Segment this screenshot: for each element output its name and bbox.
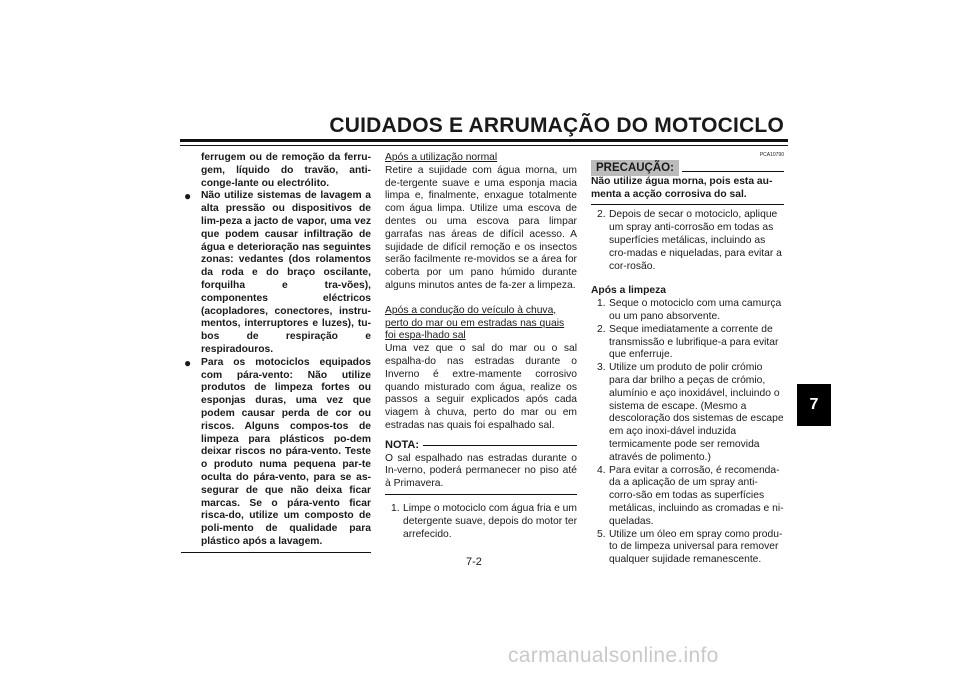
caution-code: PCA10790	[759, 152, 784, 158]
step-number: 5.	[597, 528, 606, 540]
header-rule-thick	[180, 139, 788, 142]
warning-bullet-text: Para os motociclos equipados com pára-vento: Não utilize produtos de limpeza fortes ou esponjas duras, uma vez que podem causar perda de cor ou riscos. Alguns compos-tos de limpeza para plásticos po-dem deixar riscos no pára-vento. Teste o produto numa pequena par-te oculta do pára-vento, para se as-segurar de que não deixa ficar marcas. Se o pára-vento ficar risca-do, utilize um composto de poli-mento de qualidade para plástico após a lavagem.	[201, 356, 371, 547]
list-item	[591, 465, 784, 529]
page-title: CUIDADOS E ARRUMAÇÃO DO MOTOCICLO	[329, 114, 784, 137]
note-text: O sal espalhado nas estradas durante o In-verno, poderá permanecer no piso até à Primavera.	[385, 452, 577, 490]
watermark: carmanualsonline.info	[508, 644, 719, 667]
step-text: Depois de secar o motociclo, aplique um spray anti-corrosão em todas as superfícies metálicas, incluindo as cro-madas e niqueladas, para evitar a cor-rosão.	[609, 209, 782, 272]
after-use-title: Após a utilização normal	[385, 152, 498, 163]
warning-continuation: ferrugem ou de remoção da ferru-gem, líquido do travão, anti-conge-lante ou electrólito.	[201, 152, 371, 189]
rain-text: Uma vez que o sal do mar ou o sal espalha-do nas estradas durante o Inverno é extre-mamente corrosivo quando misturado com água, realize os passos a seguir explicados após cada viagem à chuva, perto do mar ou em estradas nas quais foi espalhado sal.	[385, 343, 577, 431]
step-text: Seque imediatamente a corrente de transmissão e lubrifique-a para evitar que enferruje.	[609, 323, 779, 361]
column-3	[591, 152, 784, 567]
step-text: Utilize um óleo em spray como produ-to de limpeza universal para remover qualquer sujidade remanescente.	[609, 528, 783, 566]
list-item	[591, 209, 784, 273]
note-header	[385, 439, 577, 452]
step-text: Utilize um produto de polir crómio para dar brilho a peças de crómio, alumínio e aço inoxidável, incluindo o sistema de escape. (Mesmo a descoloração dos sistemas de escape em aço inoxi-dável induzida termicamente pode ser removida através de polimento.)	[609, 362, 784, 463]
step-text: Limpe o motociclo com água fria e um detergente suave, depois do motor ter arrefecido.	[403, 502, 578, 540]
column-2	[385, 152, 577, 541]
note-label: NOTA:	[385, 438, 420, 451]
list-item	[591, 362, 784, 464]
step-text: Seque o motociclo com uma camurça ou um pano absorvente.	[609, 298, 782, 322]
after-use-text: Retire a sujidade com água morna, um de-tergente suave e uma esponja macia limpa e, finalmente, enxague totalmente com água limpa. Utilize uma escova de dentes ou uma escova para limpar garrafas nas áreas de difícil acesso. A sujidade de difícil remoção e os insectos serão facilmente re-movidos se a área for coberta por um pano húmido durante alguns minutos antes de fa-zer a limpeza.	[385, 164, 577, 291]
caution-header	[591, 160, 784, 176]
step-number: 2.	[597, 209, 606, 221]
step-number: 3.	[597, 362, 606, 374]
rain-title: Após a condução do veículo à chuva, perto do mar ou em estradas nas quais foi espa-lhado sal	[385, 304, 565, 342]
bullet-dot-icon: ●	[184, 189, 192, 204]
step-number: 4.	[597, 464, 606, 476]
step-number: 2.	[597, 323, 606, 335]
page-number: 7-2	[466, 556, 482, 568]
list-item	[385, 503, 577, 541]
caution-label: PRECAUÇÃO:	[591, 160, 679, 176]
warning-bullet-2	[181, 357, 371, 549]
warning-bullet-text: Não utilize sistemas de lavagem a alta pressão ou dispositivos de lim-peza a jacto de vapor, uma vez que podem causar infiltração de água e deterioração nas seguintes zonas: vedantes (dos rolamentos da roda e do braço oscilante, forquilha e tra-vões), componentes eléctricos (acopladores, conectores, instru-mentos, interruptores e luzes), tu-bos de respiração e respiradouros.	[201, 190, 371, 355]
warning-bullet-1	[181, 190, 371, 356]
step-text: Para evitar a corrosão, é recomenda-da a aplicação de um spray anti-corro-são em todas as superfícies metálicas, incluindo as cromadas e ni-queladas.	[609, 464, 784, 527]
column-1	[181, 152, 371, 553]
after-cleaning-title: Após a limpeza	[591, 285, 666, 297]
step-number: 1.	[391, 502, 400, 514]
warning-end-rule	[181, 552, 371, 553]
step-number: 1.	[597, 298, 606, 310]
bullet-dot-icon: ●	[184, 355, 192, 370]
caution-text: Não utilize água morna, pois esta au-menta a acção corrosiva do sal.	[591, 175, 773, 200]
header-rule-thin	[180, 145, 788, 146]
chapter-tab: 7	[797, 384, 831, 426]
list-item	[591, 324, 784, 362]
list-item	[591, 529, 784, 567]
caution-end-rule	[591, 204, 784, 205]
list-item	[591, 298, 784, 324]
